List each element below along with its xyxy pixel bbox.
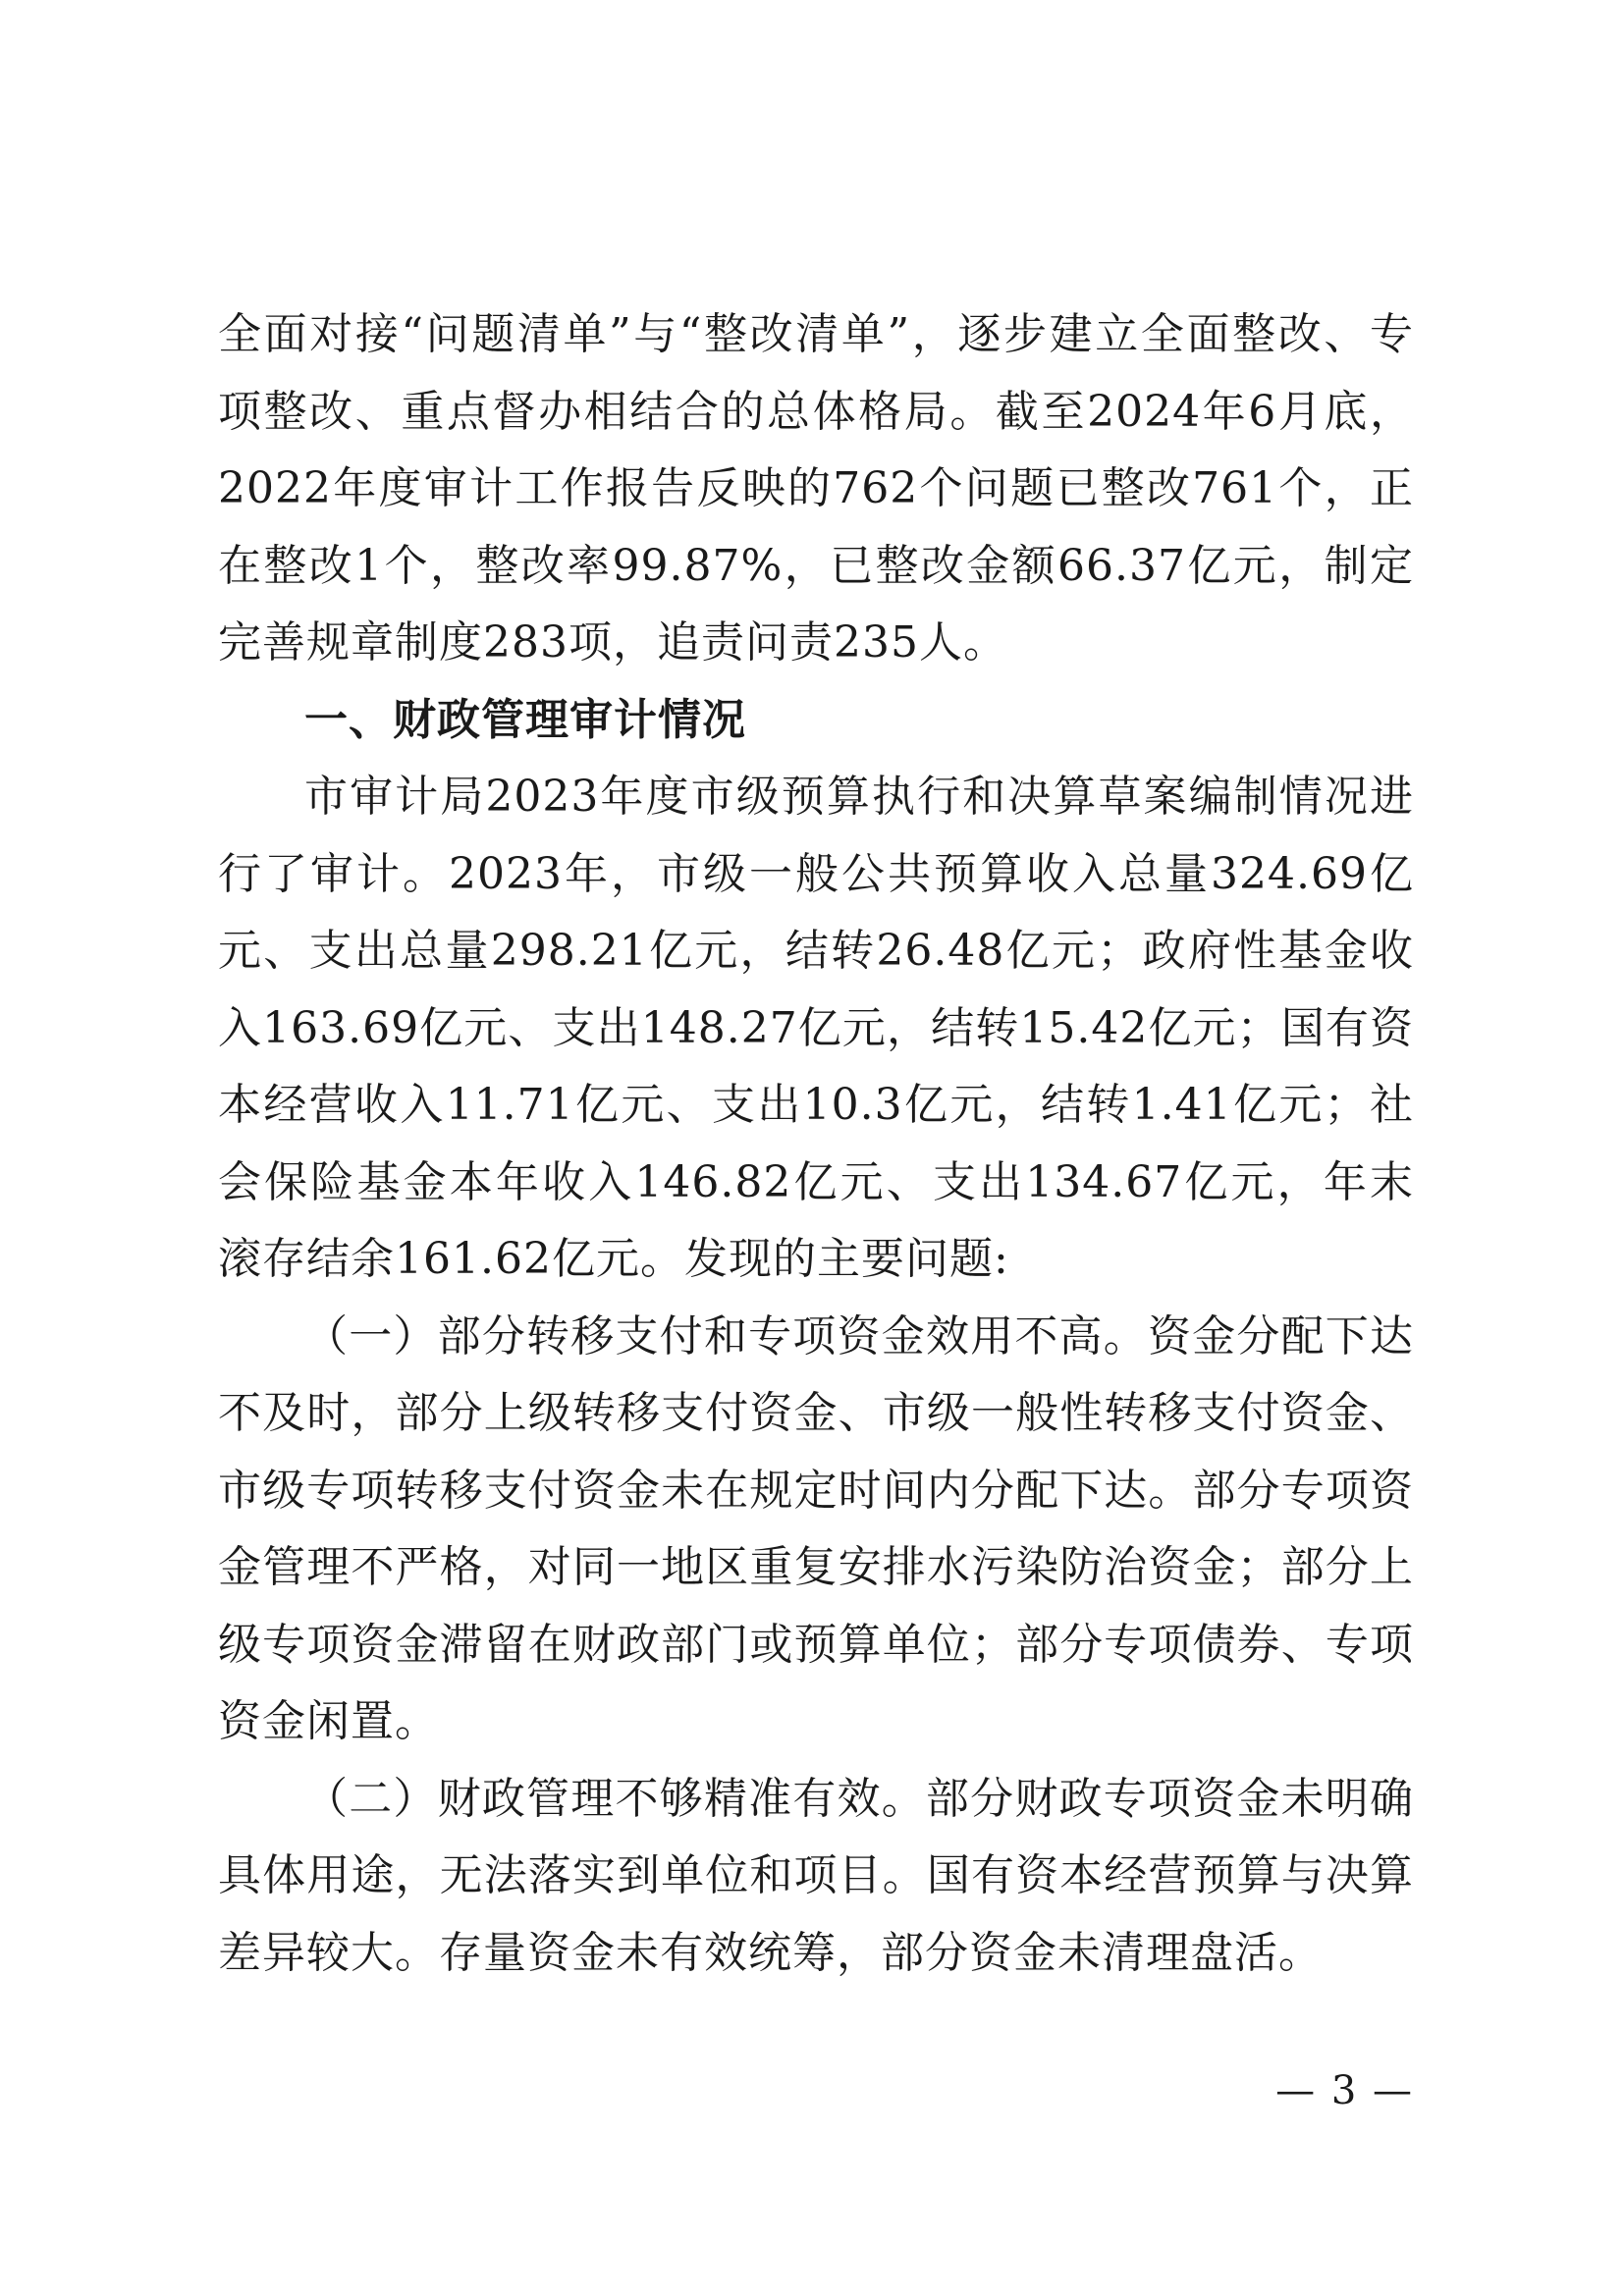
document-body [218,296,1414,1992]
paragraph-fiscal-management: （二）财政管理不够精准有效。部分财政专项资金未明确具体用途，无法落实到单位和项目。国有资本经营预算与决算差异较大。存量资金未有效统筹，部分资金未清理盘活。 [218,1773,1414,1978]
paragraph-rectification-summary: 全面对接“问题清单”与“整改清单”，逐步建立全面整改、专项整改、重点督办相结合的总体格局。截至2024年6月底，2022年度审计工作报告反映的762个问题已整改761个，正在整改1个，整改率99.87%，已整改金额66.37亿元，制定完善规章制度283项，追责问责235人。 [218,309,1414,667]
paragraph-budget-overview: 市审计局2023年度市级预算执行和决算草案编制情况进行了审计。2023年，市级一般公共预算收入总量324.69亿元、支出总量298.21亿元，结转26.48亿元；政府性基金收入163.69亿元、支出148.27亿元，结转15.42亿元；国有资本经营收入11.71亿元、支出10.3亿元，结转1.41亿元；社会保险基金本年收入146.82亿元、支出134.67亿元，年末滚存结余161.62亿元。发现的主要问题: [218,772,1414,1284]
page-number: — 3 — [1275,2068,1414,2113]
paragraph-transfer-payments: （一）部分转移支付和专项资金效用不高。资金分配下达不及时，部分上级转移支付资金、市级一般性转移支付资金、市级专项转移支付资金未在规定时间内分配下达。部分专项资金管理不严格，对同一地区重复安排水污染防治资金；部分上级专项资金滞留在财政部门或预算单位；部分专项债券、专项资金闲置。 [218,1310,1414,1746]
section-heading-fiscal-audit: 一、财政管理审计情况 [304,694,746,745]
